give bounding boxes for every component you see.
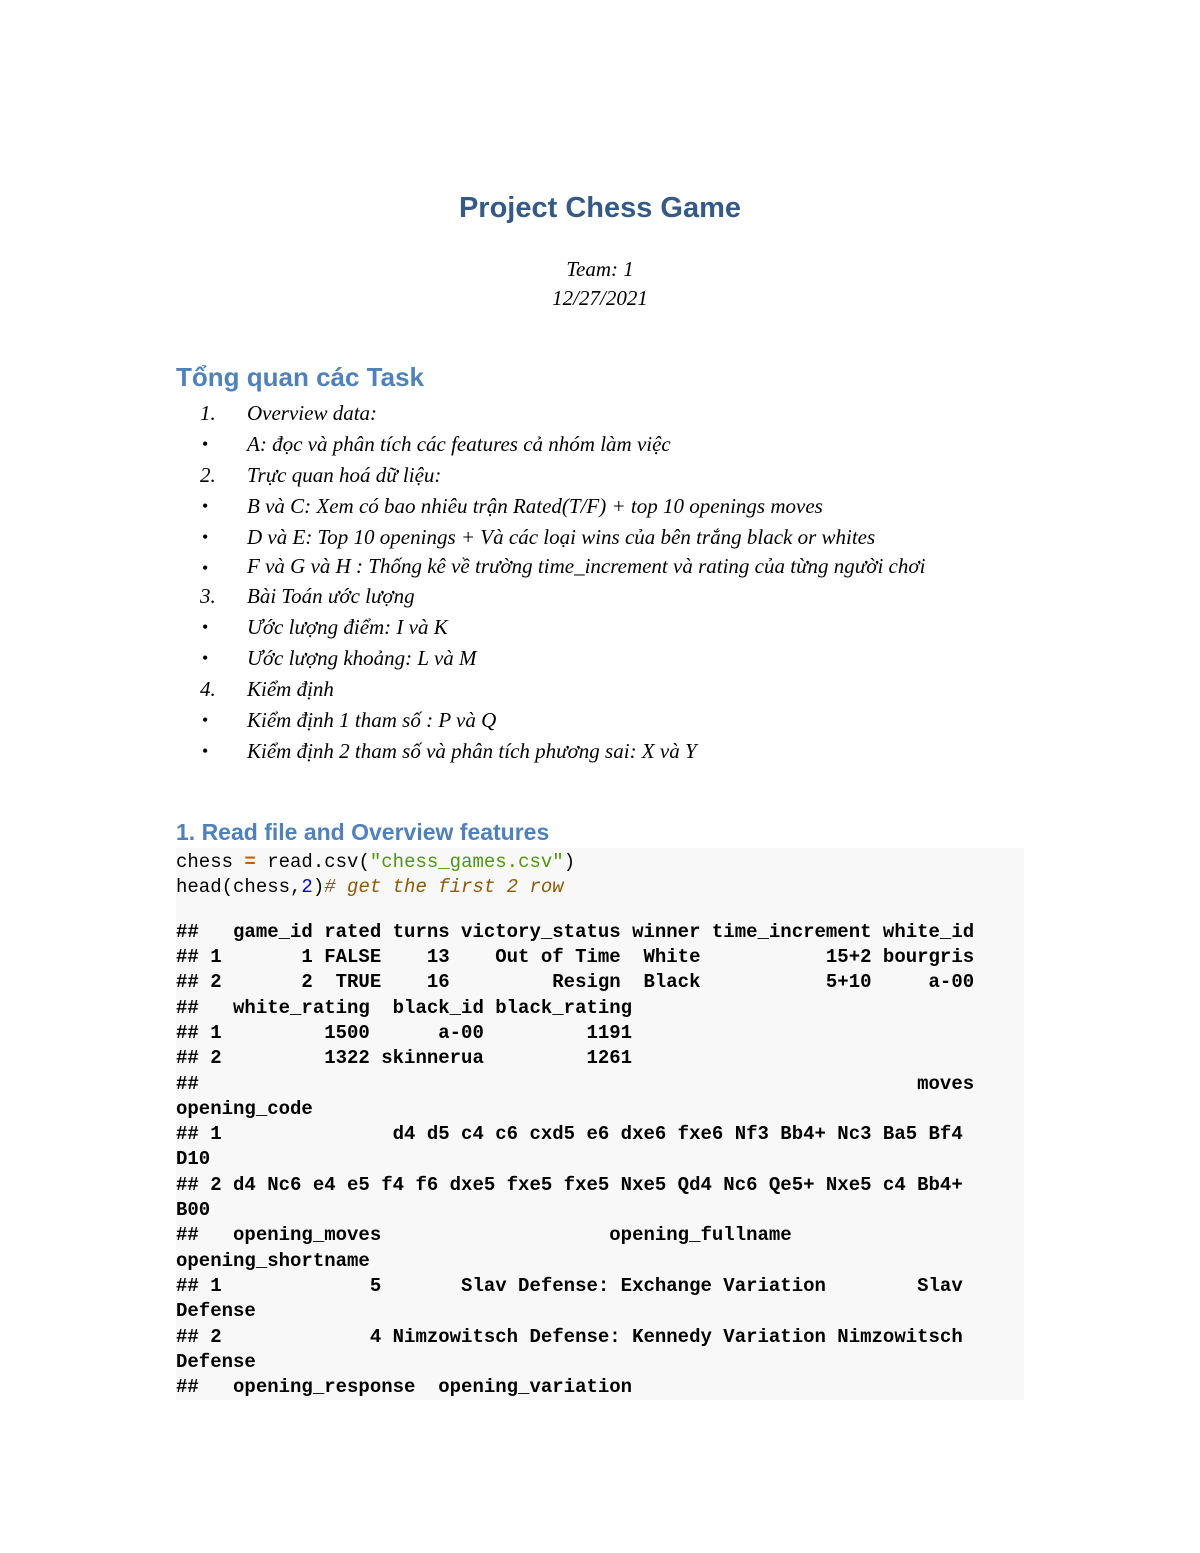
code-line xyxy=(176,875,564,900)
outline-item xyxy=(176,398,1016,429)
outline-text: Kiểm định 2 tham số và phân tích phương sai: X và Y xyxy=(247,739,697,763)
outline-item xyxy=(176,522,1016,553)
outline-item xyxy=(176,612,1016,643)
bullet-marker: • xyxy=(202,710,209,730)
output-line: ## 1 5 Slav Defense: Exchange Variation Slav xyxy=(176,1275,963,1297)
outline-item xyxy=(176,491,1016,522)
output-line: opening_code xyxy=(176,1098,313,1120)
outline-text: Kiểm định xyxy=(247,677,334,701)
code-line xyxy=(176,850,575,875)
outline-marker: 2. xyxy=(200,463,216,487)
output-line: Defense xyxy=(176,1351,256,1373)
output-line: ## opening_response opening_variation xyxy=(176,1376,633,1398)
code-comment: # get the first 2 row xyxy=(324,876,564,898)
output-line: opening_shortname xyxy=(176,1250,370,1272)
outline-marker: 3. xyxy=(200,584,216,608)
outline-text: Overview data: xyxy=(247,401,378,425)
output-line: Defense xyxy=(176,1300,256,1322)
code-token: chess xyxy=(176,851,245,873)
outline-text: Kiểm định 1 tham số : P và Q xyxy=(247,708,497,732)
bullet-marker: • xyxy=(202,648,209,668)
code-string: "chess_games.csv" xyxy=(369,851,564,873)
output-line: B00 xyxy=(176,1199,211,1221)
output-line: ## 2 d4 Nc6 e4 e5 f4 f6 dxe5 fxe5 fxe5 Nxe5 Qd4 Nc6 Qe5+ Nxe5 c4 Bb4+ xyxy=(176,1174,963,1196)
output-line: ## 2 2 TRUE 16 Resign Black 5+10 a-00 xyxy=(176,971,975,993)
outline-item xyxy=(176,705,1016,736)
outline-text: D và E: Top 10 openings + Và các loại wins của bên trắng black or whites xyxy=(247,525,876,549)
outline-text: B và C: Xem có bao nhiêu trận Rated(T/F) + top 10 openings moves xyxy=(247,494,823,518)
bullet-marker: • xyxy=(202,527,209,547)
outline-item xyxy=(176,581,1016,612)
output-line: ## 1 d4 d5 c4 c6 cxd5 e6 dxe6 fxe6 Nf3 Bb4+ Nc3 Ba5 Bf4 xyxy=(176,1123,963,1145)
outline-item xyxy=(176,736,1016,767)
document-title: Project Chess Game xyxy=(458,192,742,224)
outline-text: Bài Toán ước lượng xyxy=(247,584,415,608)
output-line: ## 1 1500 a-00 1191 xyxy=(176,1022,633,1044)
output-line: ## 2 4 Nimzowitsch Defense: Kennedy Variation Nimzowitsch xyxy=(176,1326,963,1348)
outline-item xyxy=(176,674,1016,705)
code-token: ) xyxy=(312,876,325,898)
outline-text: Ước lượng khoảng: L và M xyxy=(247,646,477,670)
outline-marker: 1. xyxy=(200,401,216,425)
outline-text: Ước lượng điểm: I và K xyxy=(247,615,448,639)
code-token: head(chess, xyxy=(176,876,302,898)
task-outline xyxy=(176,398,1016,767)
outline-text: F và G và H : Thống kê về trường time_increment và rating của từng người chơi xyxy=(247,554,926,578)
document-author: Team: 1 xyxy=(566,257,634,281)
overview-heading: Tổng quan các Task xyxy=(176,362,425,392)
bullet-marker: • xyxy=(202,496,209,516)
code-token: read.csv( xyxy=(255,851,370,873)
code-block xyxy=(176,848,1024,1400)
section-heading: 1. Read file and Overview features xyxy=(176,819,550,845)
outline-item xyxy=(176,553,1016,580)
code-operator: = xyxy=(244,851,256,873)
outline-item xyxy=(176,460,1016,491)
outline-item xyxy=(176,643,1016,674)
output-line: ## white_rating black_id black_rating xyxy=(176,997,633,1019)
outline-item xyxy=(176,429,1016,460)
outline-marker: 4. xyxy=(200,677,216,701)
bullet-marker: • xyxy=(202,558,209,578)
bullet-marker: • xyxy=(202,434,209,454)
output-line: ## moves xyxy=(176,1073,975,1095)
output-line: ## 2 1322 skinnerua 1261 xyxy=(176,1047,633,1069)
output-line: ## opening_moves opening_fullname xyxy=(176,1224,792,1246)
output-line: D10 xyxy=(176,1148,211,1170)
output-line: ## 1 1 FALSE 13 Out of Time White 15+2 bourgris xyxy=(176,946,975,968)
document-date: 12/27/2021 xyxy=(552,286,648,310)
bullet-marker: • xyxy=(202,741,209,761)
outline-text: A: đọc và phân tích các features cả nhóm làm việc xyxy=(247,432,671,456)
code-number: 2 xyxy=(301,876,313,898)
bullet-marker: • xyxy=(202,617,209,637)
outline-text: Trực quan hoá dữ liệu: xyxy=(247,463,442,487)
output-line: ## game_id rated turns victory_status winner time_increment white_id xyxy=(176,921,975,943)
code-token: ) xyxy=(563,851,576,873)
